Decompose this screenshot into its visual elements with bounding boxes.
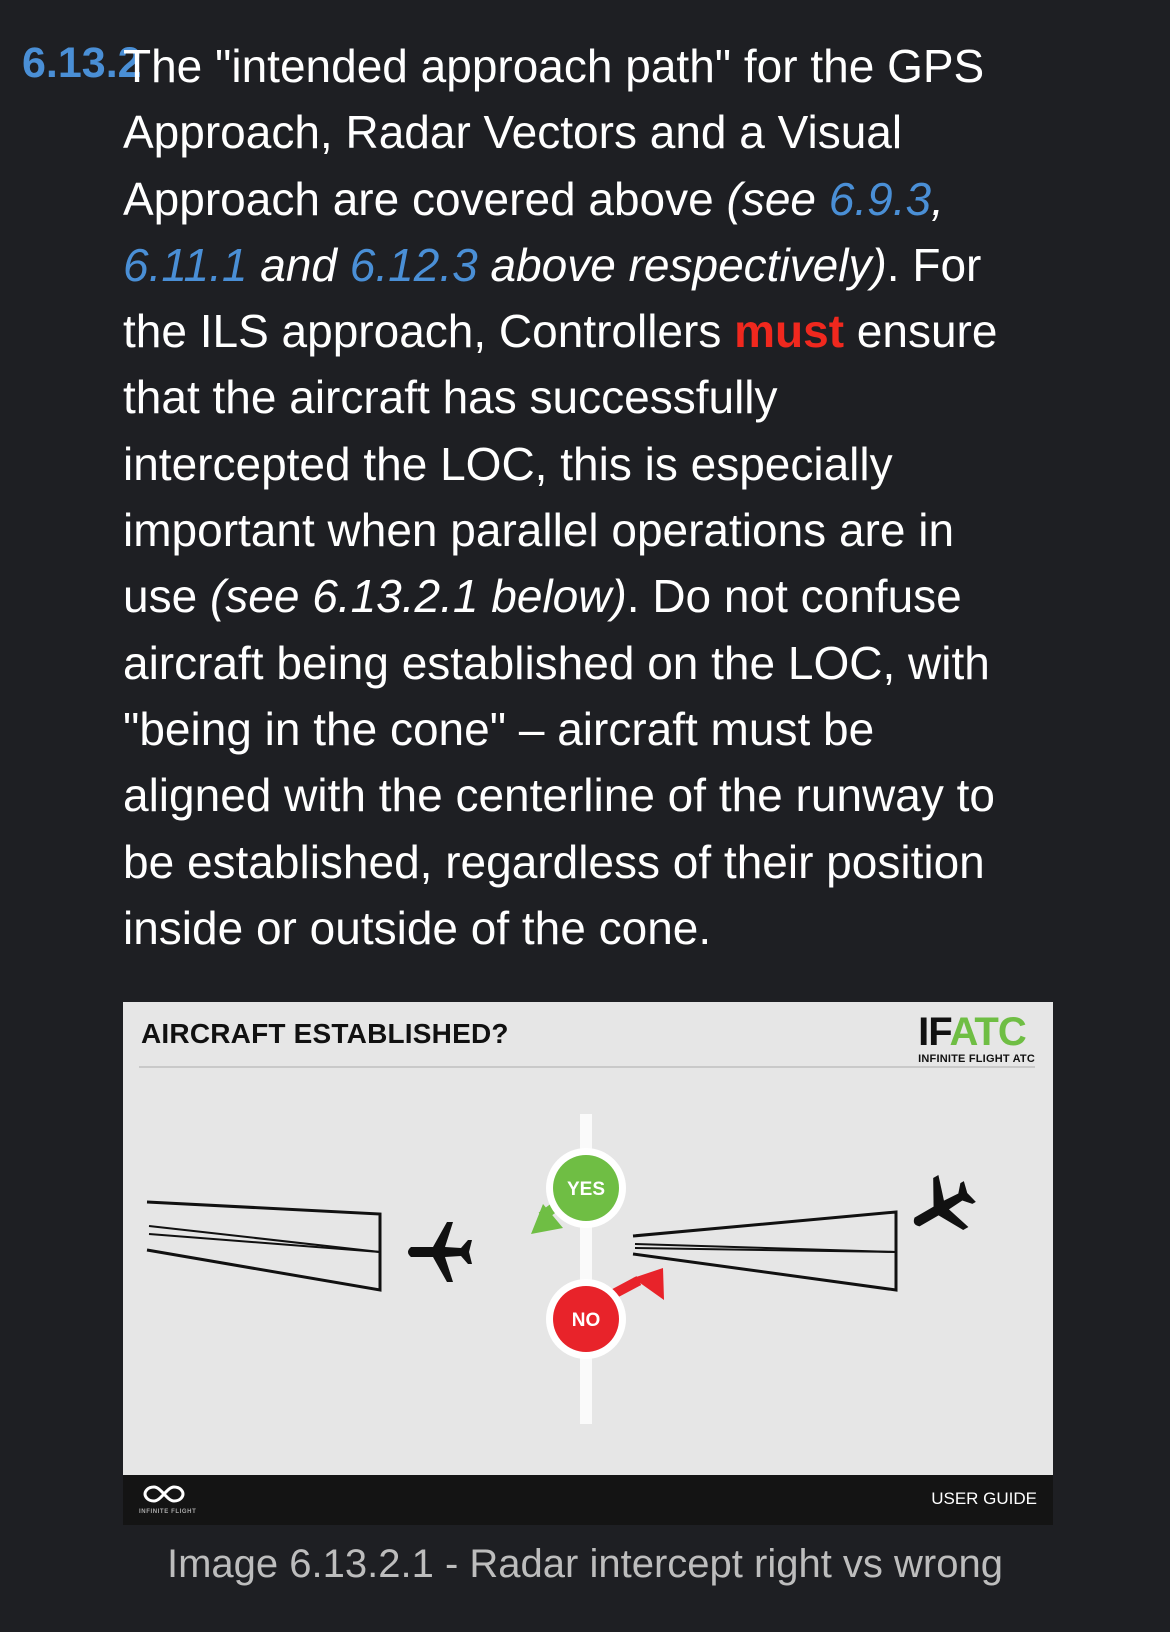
ref-link-6-12-3[interactable]: 6.12.3: [349, 238, 478, 291]
figure-footer: [123, 1475, 1053, 1525]
ref-link-6-9-3[interactable]: 6.9.3: [828, 172, 932, 225]
paragraph-line: important when parallel operations are in: [123, 504, 955, 557]
text-run: ,: [931, 172, 944, 225]
airplane-icon: [408, 1222, 472, 1282]
ifatc-logo-mark: [918, 1012, 1035, 1052]
text-run: . For: [886, 238, 982, 291]
yes-label: YES: [566, 1179, 606, 1200]
text-run: ensure: [844, 305, 998, 358]
paragraph-line: aligned with the centerline of the runway to: [123, 769, 995, 822]
text-run: . Do not confuse: [626, 570, 962, 623]
infinite-flight-brand: INFINITE FLIGHT: [139, 1509, 197, 1515]
user-guide-label: USER GUIDE: [931, 1489, 1037, 1508]
localizer-cone-right: [633, 1212, 896, 1290]
paragraph-line: [123, 298, 1133, 364]
figure-diagram: [123, 1002, 1053, 1525]
figure-aircraft-established: [123, 1002, 1053, 1525]
logo-part: IF: [918, 1010, 950, 1054]
text-run: Approach are covered above: [123, 172, 727, 225]
yes-badge: [546, 1148, 626, 1228]
no-badge: [546, 1279, 626, 1359]
figure-divider: [139, 1066, 1035, 1068]
paragraph-line: [123, 232, 1133, 298]
text-run: (see 6.13.2.1 below): [209, 570, 627, 623]
paragraph-line: The "intended approach path" for the GPS: [123, 40, 985, 92]
paragraph-6-13-2: [123, 33, 1133, 961]
section-number: 6.13.2: [22, 39, 142, 87]
ifatc-logo: [918, 1012, 1035, 1065]
localizer-cone-left: [147, 1202, 380, 1290]
infinite-flight-logo-icon: [143, 1483, 185, 1505]
paragraph-line: aircraft being established on the LOC, with: [123, 636, 990, 689]
paragraph-line: Approach, Radar Vectors and a Visual: [123, 106, 903, 159]
paragraph-line: that the aircraft has successfully: [123, 371, 778, 424]
paragraph-line: inside or outside of the cone.: [123, 901, 712, 954]
figure-title: AIRCRAFT ESTABLISHED?: [141, 1018, 509, 1049]
text-run: the ILS approach, Controllers: [123, 305, 735, 358]
text-run: use: [123, 570, 210, 623]
no-label: NO: [571, 1310, 601, 1331]
text-run: (see: [726, 172, 829, 225]
text-run: and: [247, 238, 350, 291]
paragraph-line: intercepted the LOC, this is especially: [123, 437, 893, 490]
airplane-icon: [899, 1166, 984, 1250]
paragraph-line: [123, 563, 1133, 629]
paragraph-line: "being in the cone" – aircraft must be: [123, 702, 875, 755]
text-run: above respectively): [477, 238, 887, 291]
ref-link-6-11-1[interactable]: 6.11.1: [123, 238, 248, 291]
logo-part: AT: [949, 1010, 998, 1054]
emphasis-must: must: [734, 305, 845, 358]
logo-part: C: [997, 1010, 1026, 1054]
figure-caption: Image 6.13.2.1 - Radar intercept right vs wrong: [167, 1542, 1003, 1586]
ifatc-logo-subtitle: INFINITE FLIGHT ATC: [918, 1053, 1035, 1065]
paragraph-line: be established, regardless of their position: [123, 835, 985, 888]
paragraph-line: [123, 166, 1133, 232]
